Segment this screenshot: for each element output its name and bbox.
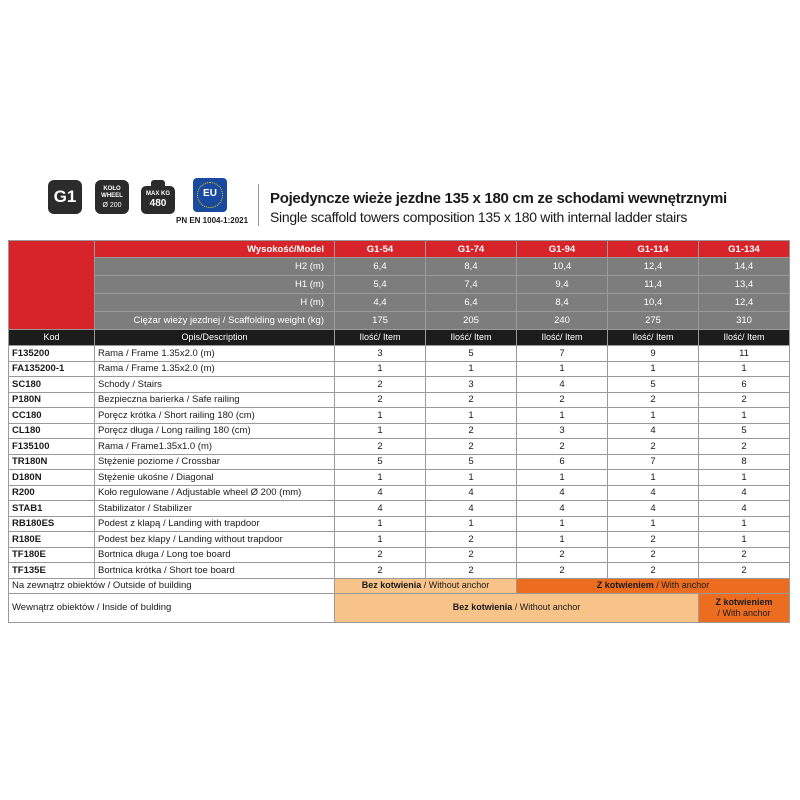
- table-corner: [9, 241, 95, 330]
- outside-anchor-en: / With anchor: [653, 580, 710, 590]
- item-qty: 5: [608, 377, 699, 393]
- model-g1-54: G1-54: [335, 241, 426, 258]
- weight-icon: [141, 186, 175, 214]
- item-qty: 1: [517, 532, 608, 548]
- max-weight-badge: [141, 180, 175, 214]
- item-qty: 4: [335, 501, 426, 517]
- item-qty: 2: [608, 532, 699, 548]
- item-description: Stężenie ukośne / Diagonal: [95, 470, 335, 486]
- table-row: [9, 392, 790, 408]
- wheel-badge: [95, 180, 129, 214]
- max-weight-label: MAX KG: [146, 191, 170, 197]
- inside-anchor-en: / With anchor: [717, 607, 771, 618]
- item-qty: 1: [335, 470, 426, 486]
- wheel-badge-line1: KOŁO: [103, 185, 121, 192]
- table-row: [9, 346, 790, 362]
- table-row: [9, 532, 790, 548]
- item-code: CC180: [9, 408, 95, 424]
- item-description: Stabilizator / Stabilizer: [95, 501, 335, 517]
- inside-anchor-row: [9, 593, 790, 622]
- outside-anchor-pl: Z kotwieniem: [596, 580, 654, 590]
- spec-value: 275: [608, 312, 699, 330]
- inside-anchor-pl: Z kotwieniem: [715, 596, 773, 607]
- item-description: Bortnica krótka / Short toe board: [95, 563, 335, 579]
- item-qty: 5: [426, 454, 517, 470]
- spec-value: 14,4: [699, 258, 790, 276]
- item-qty: 1: [517, 408, 608, 424]
- qty-header: Ilość/ Item: [335, 330, 426, 346]
- item-qty: 1: [426, 470, 517, 486]
- spec-row: [9, 312, 790, 330]
- item-qty: 2: [699, 439, 790, 455]
- spec-value: 310: [699, 312, 790, 330]
- spec-value: 7,4: [426, 276, 517, 294]
- item-qty: 2: [426, 392, 517, 408]
- spec-value: 10,4: [608, 294, 699, 312]
- item-qty: 4: [517, 501, 608, 517]
- item-qty: 2: [426, 563, 517, 579]
- column-header-row: [9, 330, 790, 346]
- item-qty: 7: [517, 346, 608, 362]
- item-qty: 1: [608, 408, 699, 424]
- item-qty: 4: [426, 501, 517, 517]
- item-qty: 4: [699, 485, 790, 501]
- item-qty: 8: [699, 454, 790, 470]
- item-qty: 4: [608, 501, 699, 517]
- item-qty: 6: [517, 454, 608, 470]
- item-qty: 4: [608, 485, 699, 501]
- item-qty: 1: [335, 516, 426, 532]
- item-qty: 4: [699, 501, 790, 517]
- composition-table: [8, 240, 790, 623]
- table-row: [9, 408, 790, 424]
- outside-anchor-row: [9, 578, 790, 593]
- item-qty: 1: [335, 532, 426, 548]
- item-qty: 1: [426, 408, 517, 424]
- item-description: Poręcz długa / Long railing 180 (cm): [95, 423, 335, 439]
- table-row: [9, 485, 790, 501]
- item-qty: 1: [608, 470, 699, 486]
- item-qty: 2: [335, 392, 426, 408]
- page-title-en: Single scaffold towers composition 135 x 180 with internal ladder stairs: [270, 209, 688, 225]
- item-qty: 1: [335, 361, 426, 377]
- item-code: F135200: [9, 346, 95, 362]
- qty-header: Ilość/ Item: [426, 330, 517, 346]
- item-qty: 5: [335, 454, 426, 470]
- model-header-row: [9, 241, 790, 258]
- spec-row: [9, 276, 790, 294]
- item-description: Koło regulowane / Adjustable wheel Ø 200 (mm): [95, 485, 335, 501]
- spec-label: H1 (m): [95, 276, 335, 294]
- item-qty: 1: [335, 423, 426, 439]
- item-qty: 11: [699, 346, 790, 362]
- table-row: [9, 501, 790, 517]
- item-qty: 2: [517, 563, 608, 579]
- table-row: [9, 423, 790, 439]
- item-qty: 1: [517, 470, 608, 486]
- qty-header: Ilość/ Item: [699, 330, 790, 346]
- max-weight-value: 480: [149, 198, 167, 209]
- item-qty: 1: [699, 516, 790, 532]
- item-qty: 5: [699, 423, 790, 439]
- item-code: SC180: [9, 377, 95, 393]
- item-qty: 1: [335, 408, 426, 424]
- item-qty: 4: [426, 485, 517, 501]
- item-qty: 2: [699, 547, 790, 563]
- item-qty: 2: [426, 547, 517, 563]
- item-qty: 2: [699, 392, 790, 408]
- table-row: [9, 377, 790, 393]
- item-qty: 3: [335, 346, 426, 362]
- spec-value: 11,4: [608, 276, 699, 294]
- table-row: [9, 547, 790, 563]
- item-qty: 1: [608, 516, 699, 532]
- g1-badge: G1: [48, 180, 82, 214]
- item-qty: 2: [608, 439, 699, 455]
- item-qty: 2: [517, 392, 608, 408]
- item-qty: 2: [517, 547, 608, 563]
- inside-anchor: [699, 593, 790, 622]
- spec-value: 8,4: [426, 258, 517, 276]
- item-code: F135100: [9, 439, 95, 455]
- item-qty: 2: [335, 563, 426, 579]
- item-description: Schody / Stairs: [95, 377, 335, 393]
- item-description: Rama / Frame 1.35x2.0 (m): [95, 346, 335, 362]
- item-qty: 1: [699, 361, 790, 377]
- page-title-pl: Pojedyncze wieże jezdne 135 x 180 cm ze schodami wewnętrznymi: [270, 190, 727, 207]
- item-qty: 1: [517, 361, 608, 377]
- outside-no-anchor-pl: Bez kotwienia: [361, 580, 422, 590]
- spec-value: 10,4: [517, 258, 608, 276]
- item-description: Rama / Frame 1.35x2.0 (m): [95, 361, 335, 377]
- item-qty: 1: [699, 408, 790, 424]
- col-code-header: Kod: [9, 330, 95, 346]
- outside-no-anchor-en: / Without anchor: [421, 580, 490, 590]
- item-qty: 9: [608, 346, 699, 362]
- item-qty: 2: [426, 532, 517, 548]
- item-qty: 2: [335, 439, 426, 455]
- table-row: [9, 439, 790, 455]
- item-code: TF135E: [9, 563, 95, 579]
- spec-value: 12,4: [699, 294, 790, 312]
- item-code: R180E: [9, 532, 95, 548]
- item-code: TF180E: [9, 547, 95, 563]
- item-description: Poręcz krótka / Short railing 180 (cm): [95, 408, 335, 424]
- item-qty: 1: [426, 516, 517, 532]
- spec-label: H (m): [95, 294, 335, 312]
- item-qty: 2: [608, 547, 699, 563]
- inside-label: Wewnątrz obiektów / Inside of bulding: [9, 593, 335, 622]
- spec-row: [9, 258, 790, 276]
- item-code: R200: [9, 485, 95, 501]
- spec-value: 205: [426, 312, 517, 330]
- outside-no-anchor: [335, 578, 517, 593]
- item-qty: 4: [608, 423, 699, 439]
- wheel-badge-diameter: Ø 200: [102, 201, 122, 209]
- item-qty: 1: [517, 516, 608, 532]
- spec-value: 175: [335, 312, 426, 330]
- wheel-badge-line2: WHEEL: [101, 192, 123, 199]
- item-code: RB180ES: [9, 516, 95, 532]
- table-row: [9, 454, 790, 470]
- spec-value: 13,4: [699, 276, 790, 294]
- spec-value: 12,4: [608, 258, 699, 276]
- model-g1-114: G1-114: [608, 241, 699, 258]
- spec-value: 6,4: [335, 258, 426, 276]
- item-description: Bezpieczna barierka / Safe railing: [95, 392, 335, 408]
- spec-value: 5,4: [335, 276, 426, 294]
- table-row: [9, 470, 790, 486]
- item-description: Podest bez klapy / Landing without trapdoor: [95, 532, 335, 548]
- item-qty: 3: [426, 377, 517, 393]
- item-qty: 1: [699, 470, 790, 486]
- item-qty: 7: [608, 454, 699, 470]
- outside-label: Na zewnątrz obiektów / Outside of building: [9, 578, 335, 593]
- model-g1-134: G1-134: [699, 241, 790, 258]
- item-qty: 1: [426, 361, 517, 377]
- model-g1-74: G1-74: [426, 241, 517, 258]
- qty-header: Ilość/ Item: [517, 330, 608, 346]
- item-qty: 5: [426, 346, 517, 362]
- model-label: Wysokość/Model: [95, 241, 335, 258]
- inside-no-anchor: [335, 593, 699, 622]
- spec-value: 6,4: [426, 294, 517, 312]
- spec-label: Ciężar wieży jezdnej / Scaffolding weight (kg): [95, 312, 335, 330]
- item-description: Bortnica długa / Long toe board: [95, 547, 335, 563]
- table-row: [9, 361, 790, 377]
- eu-flag-icon: [193, 178, 227, 212]
- item-qty: 2: [608, 392, 699, 408]
- item-qty: 2: [699, 563, 790, 579]
- col-desc-header: Opis/Description: [95, 330, 335, 346]
- item-qty: 6: [699, 377, 790, 393]
- spec-value: 9,4: [517, 276, 608, 294]
- spec-row: [9, 294, 790, 312]
- table-row: [9, 516, 790, 532]
- inside-no-anchor-pl: Bez kotwienia: [452, 602, 513, 612]
- qty-header: Ilość/ Item: [608, 330, 699, 346]
- item-qty: 2: [517, 439, 608, 455]
- item-code: STAB1: [9, 501, 95, 517]
- item-qty: 1: [699, 532, 790, 548]
- item-qty: 2: [335, 377, 426, 393]
- item-code: FA135200-1: [9, 361, 95, 377]
- item-description: Stężenie poziome / Crossbar: [95, 454, 335, 470]
- norm-label: PN EN 1004-1:2021: [176, 216, 249, 225]
- spec-value: 240: [517, 312, 608, 330]
- model-g1-94: G1-94: [517, 241, 608, 258]
- item-qty: 4: [335, 485, 426, 501]
- item-qty: 4: [517, 485, 608, 501]
- spec-value: 8,4: [517, 294, 608, 312]
- item-qty: 2: [608, 563, 699, 579]
- inside-no-anchor-en: / Without anchor: [512, 602, 581, 612]
- header-divider: [258, 184, 259, 226]
- spec-label: H2 (m): [95, 258, 335, 276]
- item-qty: 4: [517, 377, 608, 393]
- item-qty: 2: [426, 423, 517, 439]
- item-code: CL180: [9, 423, 95, 439]
- item-qty: 3: [517, 423, 608, 439]
- item-qty: 2: [426, 439, 517, 455]
- item-code: TR180N: [9, 454, 95, 470]
- outside-anchor: [517, 578, 790, 593]
- item-code: D180N: [9, 470, 95, 486]
- item-code: P180N: [9, 392, 95, 408]
- eu-label: EU: [203, 188, 217, 199]
- item-qty: 1: [608, 361, 699, 377]
- item-qty: 2: [335, 547, 426, 563]
- item-description: Rama / Frame1.35x1.0 (m): [95, 439, 335, 455]
- item-description: Podest z klapą / Landing with trapdoor: [95, 516, 335, 532]
- table-row: [9, 563, 790, 579]
- spec-value: 4,4: [335, 294, 426, 312]
